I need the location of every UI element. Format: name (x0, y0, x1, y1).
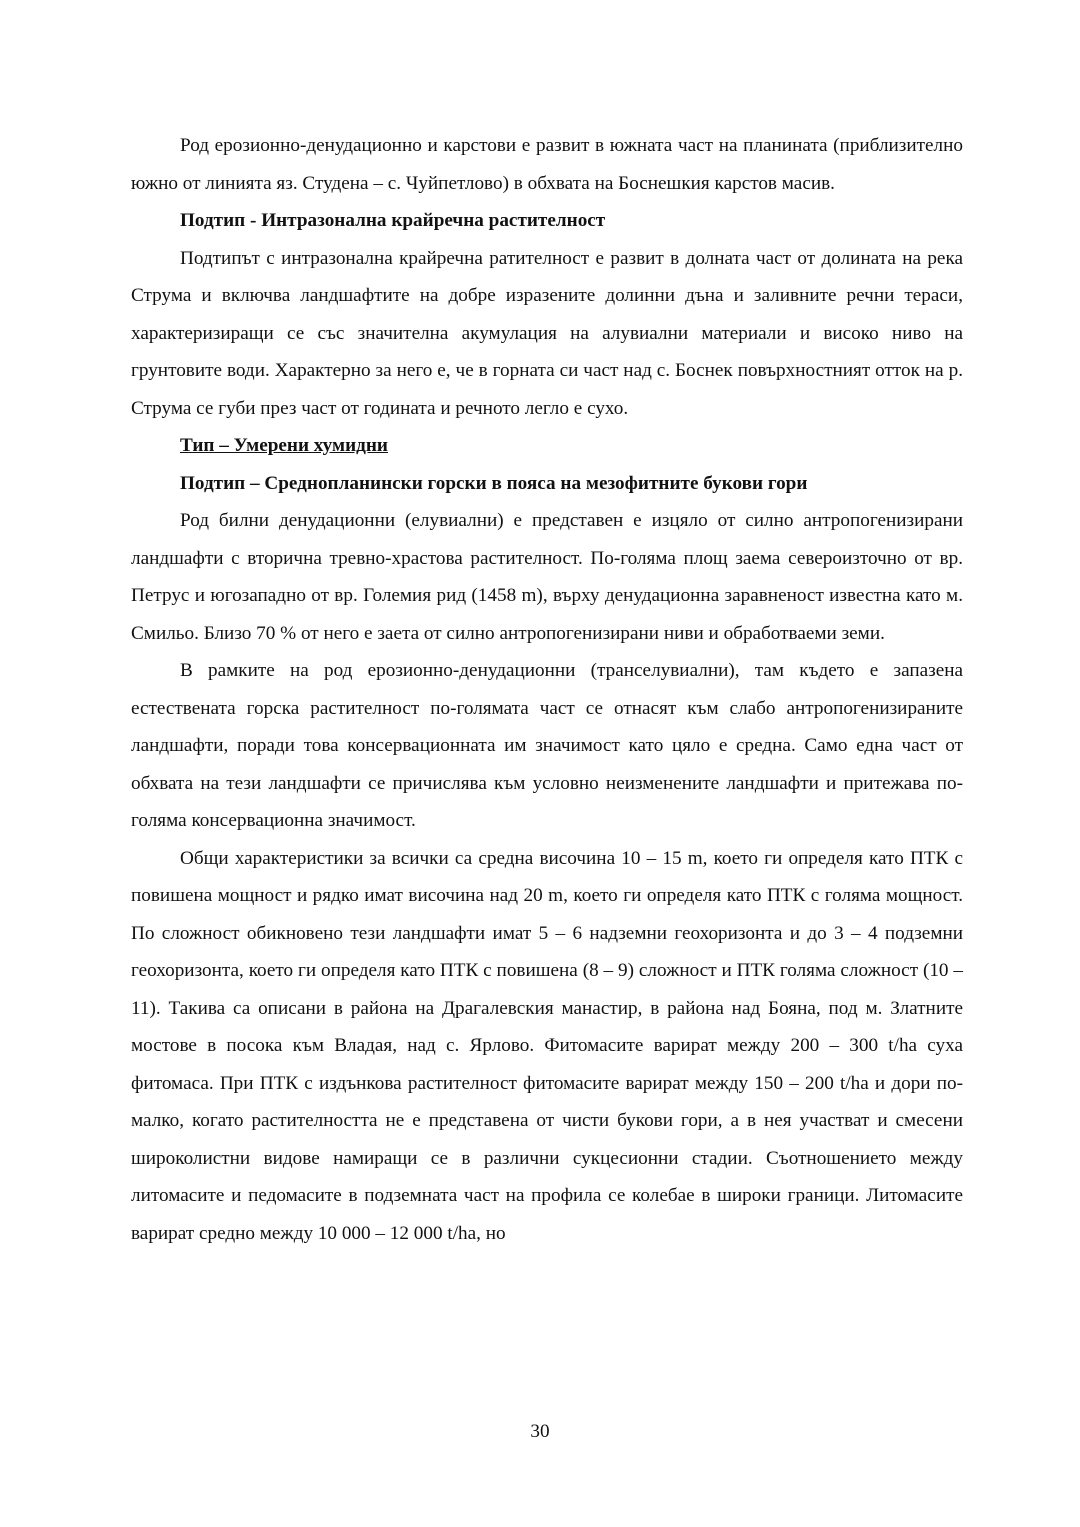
heading-riparian-subtype: Подтип - Интразонална крайречна растителност (180, 210, 606, 231)
heading-beech-forest-subtype: Подтип – Среднопланински горски в пояса на мезофитните букови гори (180, 472, 808, 494)
page-number: 30 (530, 1421, 550, 1442)
paragraph-ridge-genus: Род билни денудационни (елувиални) е представен е изцяло от силно антропогенизирани ландшафти с вторична тревно-храстова растителност. По-голяма площ заема североизточно от вр. Петрус и югозападно от вр. Големия рид (1458 m), върху денудационна заравненост известна като м. Смильо. Близо 70 % от него е заета от силно антропогенизирани ниви и обработваеми земи. (131, 510, 963, 644)
paragraph-riparian-description: Подтипът с интразонална крайречна ратителност е развит в долната част от долината на река Струма и включва ландшафтите на добре изразените долинни дъна и заливните речни тераси, характеризиращи се със значителна акумулация на алувиални материали и високо ниво на грунтовите води. Характерно за него е, че в горната си част над с. Боснек повърхностният отток на р. Струма се губи през част от годината и речното легло е сухо. (131, 247, 963, 419)
document-page (131, 127, 963, 1252)
heading-humid-type: Тип – Умерени хумидни (180, 435, 388, 456)
paragraph-erosion-genus: В рамките на род ерозионно-денудационни (трансeлувиални), там където е запазена естествената горска растителност по-голямата част се отнасят към слабо антропогенизираните ландшафти, поради това консервационната им значимост като цяло е средна. Само една част от обхвата на тези ландшафти се причислява към условно неизменените ландшафти и притежава по-голяма консервационна значимост. (131, 660, 963, 831)
paragraph-general-characteristics: Общи характеристики за всички са средна височина 10 – 15 m, което ги определя като ПТК с повишена мощност и рядко имат височина над 20 m, което ги определя като ПТК с голяма мощност. По сложност обикновено тези ландшафти имат 5 – 6 надземни геохоризонта и до 3 – 4 подземни геохоризонта, което ги определя като ПТК с повишена (8 – 9) сложност и ПТК голяма сложност (10 – 11). Такива са описани в района на Драгалевския манастир, в района над Бояна, под м. Златните мостове в посока към Владая, над с. Ярлово. Фитомасите варират между 200 – 300 t/ha суха фитомаса. При ПТК с издънкова растителност фитомасите варират между 150 – 200 t/ha и дори по-малко, когато растителността не е представена от чисти букови гори, а в нея участват и смесени широколистни видове намиращи се в различни сукцесионни стадии. Съотношението между литомасите и педомасите в подземната част на профила се колебае в широки граници. Литомасите варират средно между 10 000 – 12 000 t/ha, но (131, 847, 963, 1244)
paragraph-karst-genus: Род ерозионно-денудационно и карстови е развит в южната част на планината (приблизително южно от линията яз. Студена – с. Чуйпетлово) в обхвата на Боснешкия карстов масив. (131, 135, 963, 194)
